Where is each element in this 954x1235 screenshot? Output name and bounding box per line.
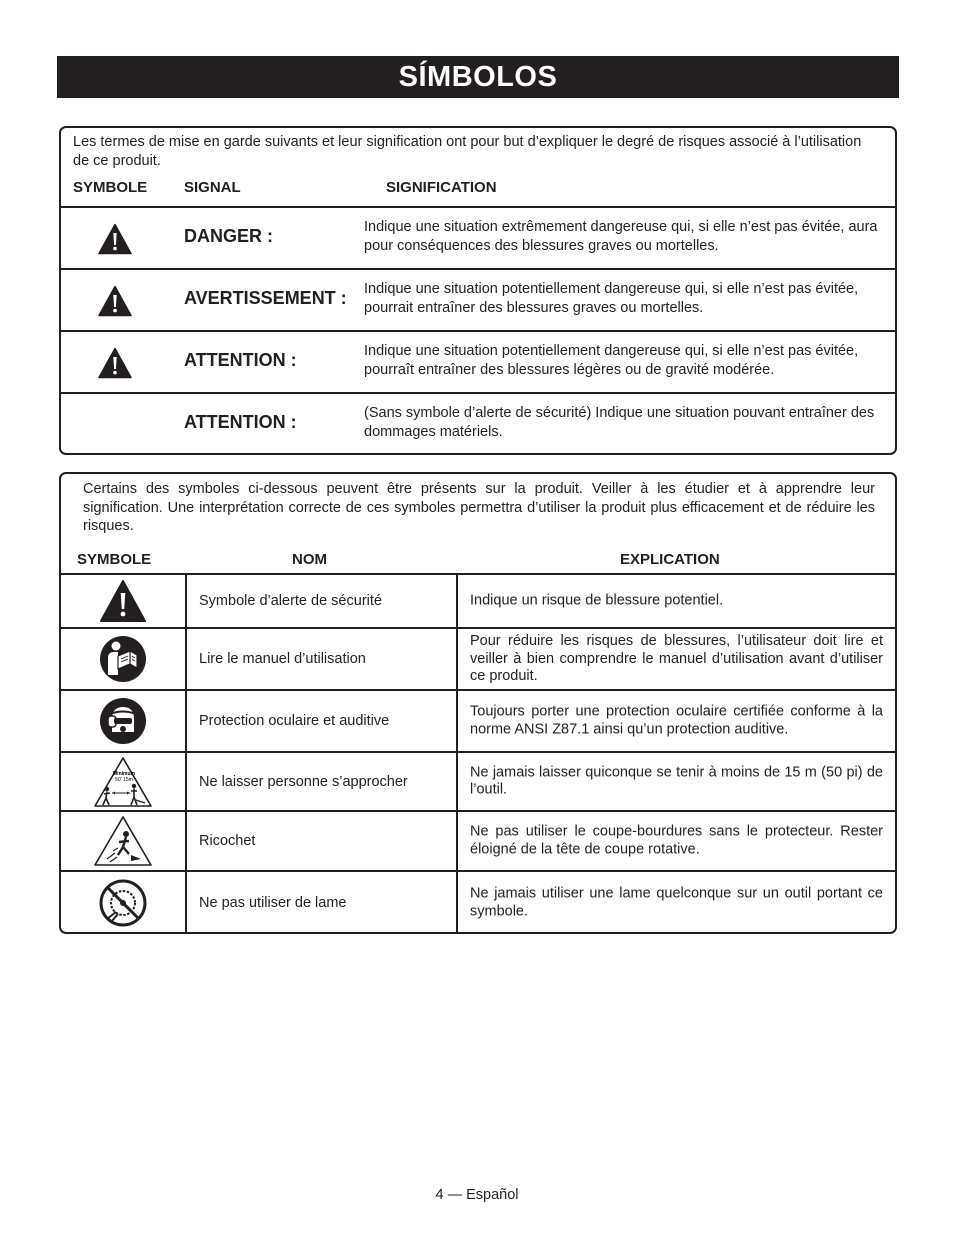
header-signal: SIGNAL xyxy=(184,179,241,196)
signal-label: ATTENTION : xyxy=(184,350,297,370)
signal-meaning: Indique une situation extrêmement dangereuse qui, si elle n’est pas évitée, aura pour conséquences des blessures graves ou mortelles. xyxy=(364,219,878,254)
symbol-explanation: Ne jamais utiliser une lame quelconque sur un outil portant ce symbole. xyxy=(470,885,883,919)
signal-label: AVERTISSEMENT : xyxy=(184,288,347,308)
symbol-explanation: Indique un risque de blessure potentiel. xyxy=(470,592,724,609)
symbol-explanation: Pour réduire les risques de blessures, l’utilisateur doit lire et veiller à bien comprendre le manuel d’utilisation avant d’utiliser ce produit. xyxy=(470,632,883,684)
symbol-name: Lire le manuel d’utilisation xyxy=(199,651,366,667)
header-explication: EXPLICATION xyxy=(620,551,720,568)
header-signification: SIGNIFICATION xyxy=(386,179,497,196)
symbol-explanation: Ne pas utiliser le coupe-bourdures sans le protecteur. Rester éloigné de la tête de coupe rotative. xyxy=(470,823,883,857)
product-symbols-box xyxy=(59,472,897,934)
no-blade-icon xyxy=(98,878,148,928)
signal-words-box xyxy=(59,126,897,455)
safety-alert-icon xyxy=(99,579,147,623)
signal-row-attention xyxy=(61,330,895,394)
read-manual-icon xyxy=(99,635,147,683)
symbol-explanation: Toujours porter une protection oculaire certifiée conforme à la norme ANSI Z87.1 ainsi qu’un protection auditive. xyxy=(470,703,883,737)
symbol-row-read-manual xyxy=(61,627,895,689)
min-distance-value: 50' 15m xyxy=(115,776,133,783)
ricochet-icon xyxy=(93,815,153,867)
symbol-row-keep-away xyxy=(61,751,895,810)
keep-bystanders-away-icon xyxy=(93,756,153,808)
signal-row-danger xyxy=(61,206,895,270)
page-footer: 4 — Español xyxy=(435,1187,519,1203)
warning-triangle-icon xyxy=(98,223,132,255)
signal-meaning: (Sans symbole d’alerte de sécurité) Indique une situation pouvant entraîner des dommages matériels. xyxy=(364,405,875,440)
symbol-name: Ricochet xyxy=(199,833,256,849)
signal-label: DANGER : xyxy=(184,226,273,246)
signal-row-avertissement xyxy=(61,268,895,332)
symbol-row-eye-ear-protection xyxy=(61,689,895,751)
signal-meaning: Indique une situation potentiellement dangereuse qui, si elle n’est pas évitée, pourrait entraîner des blessures graves ou mortelles. xyxy=(364,281,859,316)
symbol-explanation: Ne jamais laisser quiconque se tenir à moins de 15 m (50 pi) de l’outil. xyxy=(470,764,883,798)
symbol-row-no-blade xyxy=(61,870,895,934)
page-title: SÍMBOLOS xyxy=(57,56,899,98)
symbol-name: Ne pas utiliser de lame xyxy=(199,895,347,911)
header-symbole: SYMBOLE xyxy=(73,179,148,196)
symbol-name: Protection oculaire et auditive xyxy=(199,713,390,729)
signal-meaning: Indique une situation potentiellement dangereuse qui, si elle n’est pas évitée, pourraît entraîner des blessures légères ou de gravité modérée. xyxy=(364,343,859,378)
min-distance-label: Minimum xyxy=(113,770,135,777)
signal-intro: Les termes de mise en garde suivants et leur signification ont pour but d’expliquer le degré de risques associé à l’utilisation de ce produit. xyxy=(73,134,862,169)
symbols-intro: Certains des symboles ci-dessous peuvent être présents sur la produit. Veiller à les étudier et à apprendre leur signification. Une interprétation correcte de ces symboles permettra d’utiliser la produit plus efficacement et de réduire les risques. xyxy=(83,481,875,534)
signal-label: ATTENTION : xyxy=(184,412,297,432)
symbol-name: Ne laisser personne s’approcher xyxy=(199,773,408,790)
warning-triangle-icon xyxy=(98,347,132,379)
eye-ear-protection-icon xyxy=(99,697,147,745)
warning-triangle-icon xyxy=(98,285,132,317)
symbol-name: Symbole d’alerte de sécurité xyxy=(199,593,382,609)
header-symbole: SYMBOLE xyxy=(77,551,152,568)
signal-row-attention-no-symbol xyxy=(61,392,895,455)
symbol-row-ricochet xyxy=(61,810,895,870)
header-nom: NOM xyxy=(292,551,327,568)
symbol-row-safety-alert xyxy=(61,573,895,627)
